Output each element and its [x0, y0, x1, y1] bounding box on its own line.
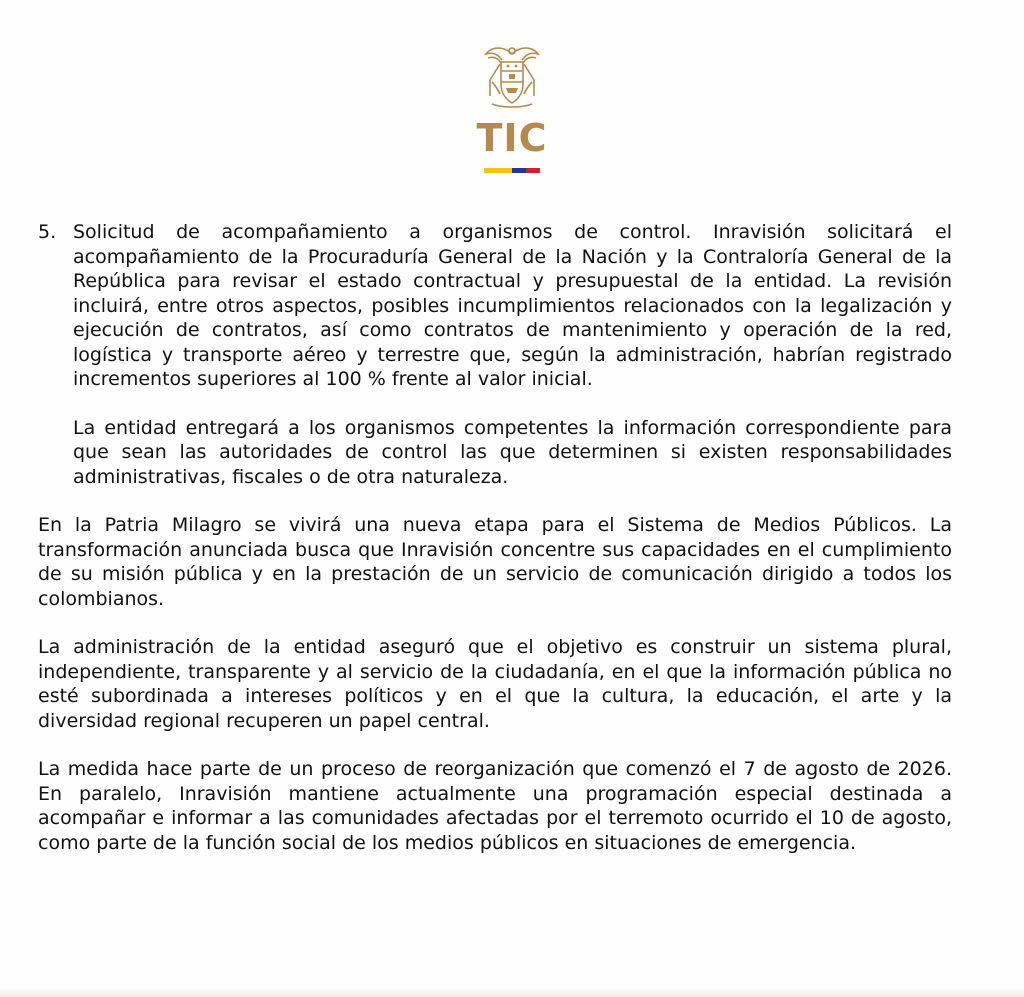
flag-color-bar [0, 168, 1024, 173]
paragraph-medida: La medida hace parte de un proceso de reorganización que comenzó el 7 de agosto de 2026. En paralelo, Inravisión mantiene actualmente una programación especial destinada a acompañar e informar a las comunidades afectadas por el terremoto ocurrido el 10 de agosto, como parte de la función social de los medios públicos en situaciones de emergencia. [38, 758, 952, 854]
item-paragraph-2: La entidad entregará a los organismos competentes la información correspondiente para que sean las autoridades de control las que determinen si existen responsabilidades administrativas, fiscales o de otra naturaleza. [73, 416, 952, 488]
page-bottom-edge [0, 987, 1024, 997]
brand-logo-text: TIC [476, 116, 548, 160]
letterhead [0, 40, 1024, 173]
item-paragraph-1: Solicitud de acompañamiento a organismos de control. Inravisión solicitará el acompañamiento de la Procuraduría General de la Nación y la Contraloría General de la República para revisar el estado contractual y presupuestal de la entidad. La revisión incluirá, entre otros aspectos, posibles incumplimientos relacionados con la legalización y ejecución de contratos, así como contratos de mantenimiento y operación de la red, logística y transporte aéreo y terrestre que, según la administración, habrían registrado incrementos superiores al 100 % frente al valor inicial. [73, 221, 952, 390]
flag-blue-stripe [512, 168, 526, 173]
paragraph-administracion: La administración de la entidad aseguró que el objetivo es construir un sistema plural, independiente, transparente y al servicio de la ciudadanía, en el que la información pública no esté subordinada a intereses políticos y en el que la cultura, la educación, el arte y la diversidad regional recuperen un papel central. [38, 636, 952, 732]
flag-red-stripe [526, 168, 540, 173]
item-number: 5. [38, 221, 57, 243]
numbered-item-5 [38, 220, 952, 489]
item-body [73, 220, 952, 489]
flag-yellow-stripe [484, 168, 512, 173]
colombia-coat-of-arms-icon [482, 40, 542, 112]
paragraph-patria-milagro: En la Patria Milagro se vivirá una nueva etapa para el Sistema de Medios Públicos. La transformación anunciada busca que Inravisión concentre sus capacidades en el cumplimiento de su misión pública y en la prestación de un servicio de comunicación dirigido a todos los colombianos. [38, 514, 952, 610]
document-body [38, 220, 952, 855]
